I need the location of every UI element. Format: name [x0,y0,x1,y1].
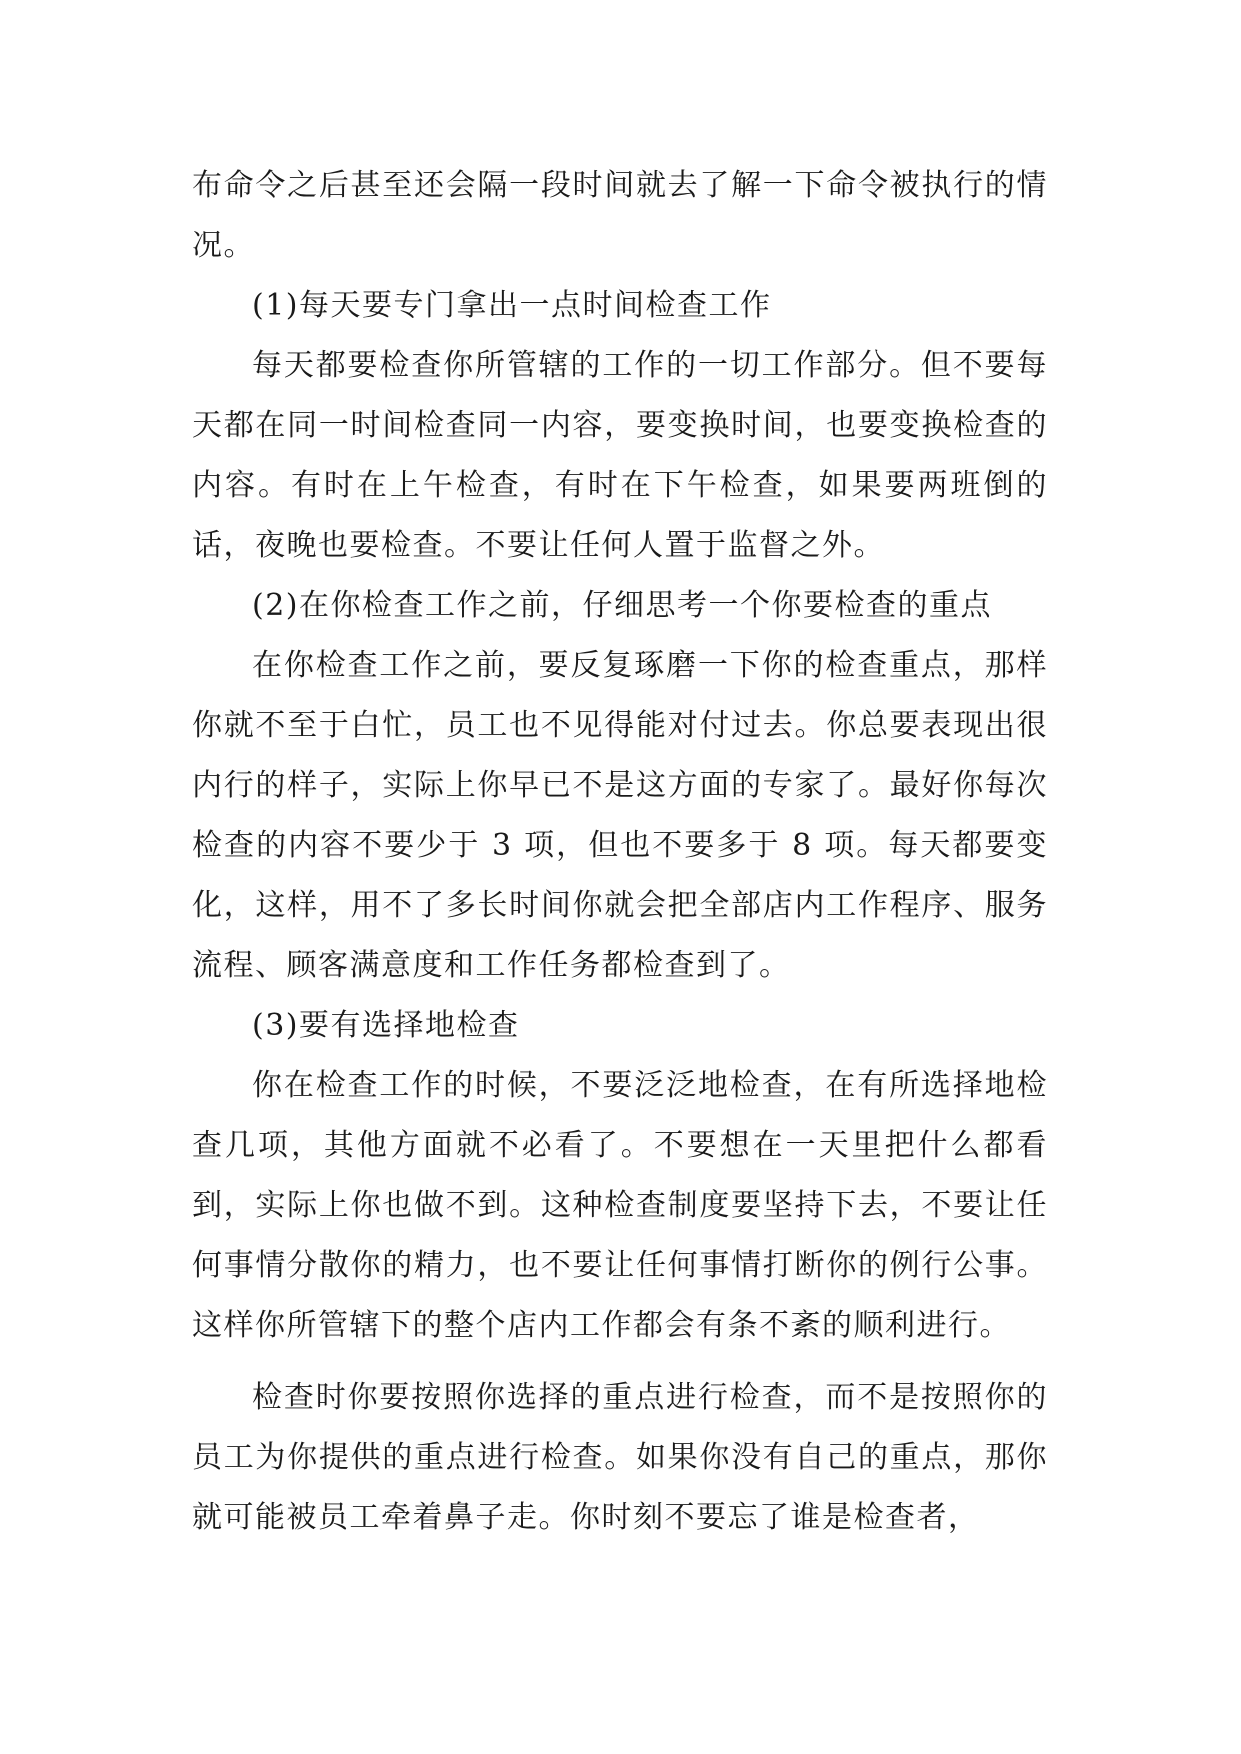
paragraph-selective-check: 你在检查工作的时候，不要泛泛地检查，在有所选择地检查几项，其他方面就不必看了。不要想在一天里把什么都看到，实际上你也做不到。这种检查制度要坚持下去，不要让任何事情分散你的精力，也不要让任何事情打断你的例行公事。这样你所管辖下的整个店内工作都会有条不紊的顺利进行。 [192,1068,1048,1343]
paragraph-continuation: 布命令之后甚至还会隔一段时间就去了解一下命令被执行的情况。 [192,168,1048,263]
section-heading-3: (3)要有选择地检查 [252,1008,520,1043]
section-heading-1: (1)每天要专门拿出一点时间检查工作 [252,288,772,323]
section-heading-2: (2)在你检查工作之前，仔细思考一个你要检查的重点 [252,588,992,623]
paragraph-daily-check: 每天都要检查你所管辖的工作的一切工作部分。但不要每天都在同一时间检查同一内容，要变换时间，也要变换检查的内容。有时在上午检查，有时在下午检查，如果要两班倒的话，夜晚也要检查。不要让任何人置于监督之外。 [192,348,1048,563]
document-body [192,156,1048,1548]
paragraph-check-focus: 在你检查工作之前，要反复琢磨一下你的检查重点，那样你就不至于白忙，员工也不见得能对付过去。你总要表现出很内行的样子，实际上你早已不是这方面的专家了。最好你每次检查的内容不要少于 3 项，但也不要多于 8 项。每天都要变化，这样，用不了多长时间你就会把全部店内工作程序、服务流程、顾客满意度和工作任务都检查到了。 [192,648,1048,983]
paragraph-own-focus: 检查时你要按照你选择的重点进行检查，而不是按照你的员工为你提供的重点进行检查。如果你没有自己的重点，那你就可能被员工牵着鼻子走。你时刻不要忘了谁是检查者， [192,1380,1048,1535]
